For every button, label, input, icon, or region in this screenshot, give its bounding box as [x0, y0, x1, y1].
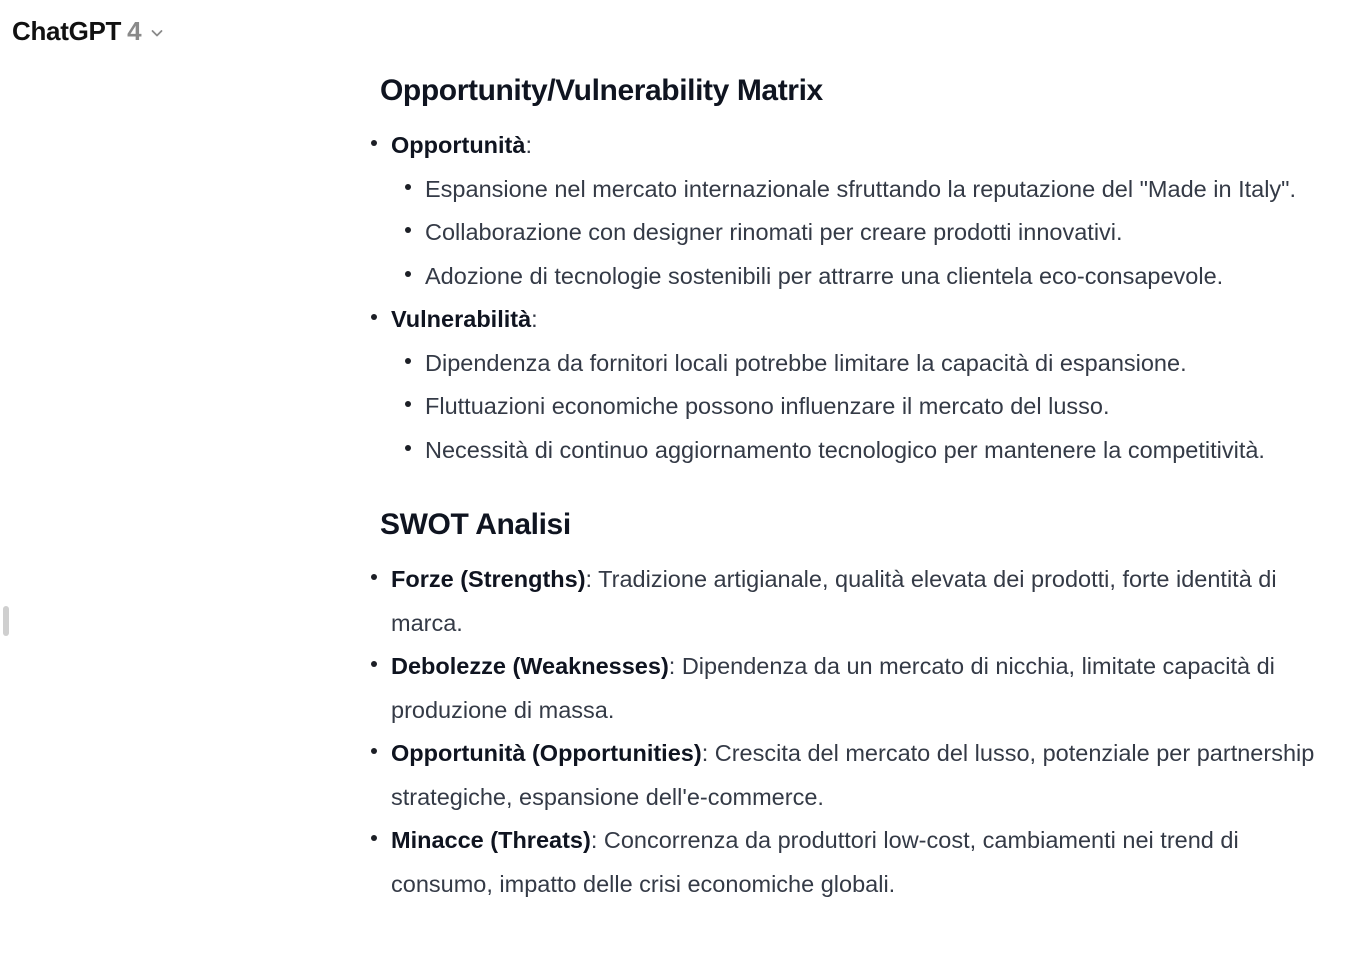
list-item: Dipendenza da fornitori locali potrebbe limitare la capacità di espansione. [405, 342, 1340, 386]
swot-label: Debolezze (Weaknesses) [391, 653, 669, 679]
list-item-opportunities [370, 124, 1340, 298]
list-item-opportunities-swot [370, 732, 1340, 819]
vulnerabilities-label: Vulnerabilità [391, 306, 532, 332]
list-item: Collaborazione con designer rinomati per creare prodotti innovativi. [405, 211, 1340, 255]
list-item-threats [370, 819, 1340, 906]
list-item-vulnerabilities [370, 298, 1340, 472]
swot-label: Minacce (Threats) [391, 827, 591, 853]
opportunities-sublist [405, 168, 1340, 299]
list-item: Fluttuazioni economiche possono influenzare il mercato del lusso. [405, 385, 1340, 429]
swot-text: : Concorrenza da produttori low-cost, cambiamenti nei trend di consumo, impatto delle crisi economiche globali. [391, 827, 1239, 897]
section-title-matrix: Opportunity/Vulnerability Matrix [380, 74, 823, 107]
app-title: ChatGPT [12, 15, 122, 46]
swot-label: Opportunità (Opportunities) [391, 740, 702, 766]
swot-text: : Crescita del mercato del lusso, potenziale per partnership strategiche, espansione dell'e-commerce. [391, 740, 1315, 810]
list-item: Necessità di continuo aggiornamento tecnologico per mantenere la competitività. [405, 429, 1340, 473]
model-version: 4 [127, 15, 142, 46]
swot-label: Forze (Strengths) [391, 566, 586, 592]
list-item-weaknesses [370, 645, 1340, 732]
assistant-message [370, 64, 1340, 906]
swot-text: : Dipendenza da un mercato di nicchia, limitate capacità di produzione di massa. [391, 653, 1275, 723]
model-selector[interactable] [12, 14, 164, 48]
section-title-swot: SWOT Analisi [380, 508, 571, 541]
list-item: Adozione di tecnologie sostenibili per attrarre una clientela eco-consapevole. [405, 255, 1340, 299]
opportunities-label: Opportunità [391, 132, 526, 158]
vulnerabilities-sublist [405, 342, 1340, 473]
opportunities-colon: : [525, 132, 532, 158]
chevron-down-icon [150, 26, 164, 40]
swot-text: : Tradizione artigianale, qualità elevata dei prodotti, forte identità di marca. [391, 566, 1277, 636]
list-item: Espansione nel mercato internazionale sfruttando la reputazione del "Made in Italy". [405, 168, 1340, 212]
vulnerabilities-colon: : [531, 306, 538, 332]
swot-list [370, 558, 1340, 906]
matrix-list [370, 124, 1340, 472]
sidebar-resize-handle[interactable] [3, 606, 9, 636]
list-item-strengths [370, 558, 1340, 645]
